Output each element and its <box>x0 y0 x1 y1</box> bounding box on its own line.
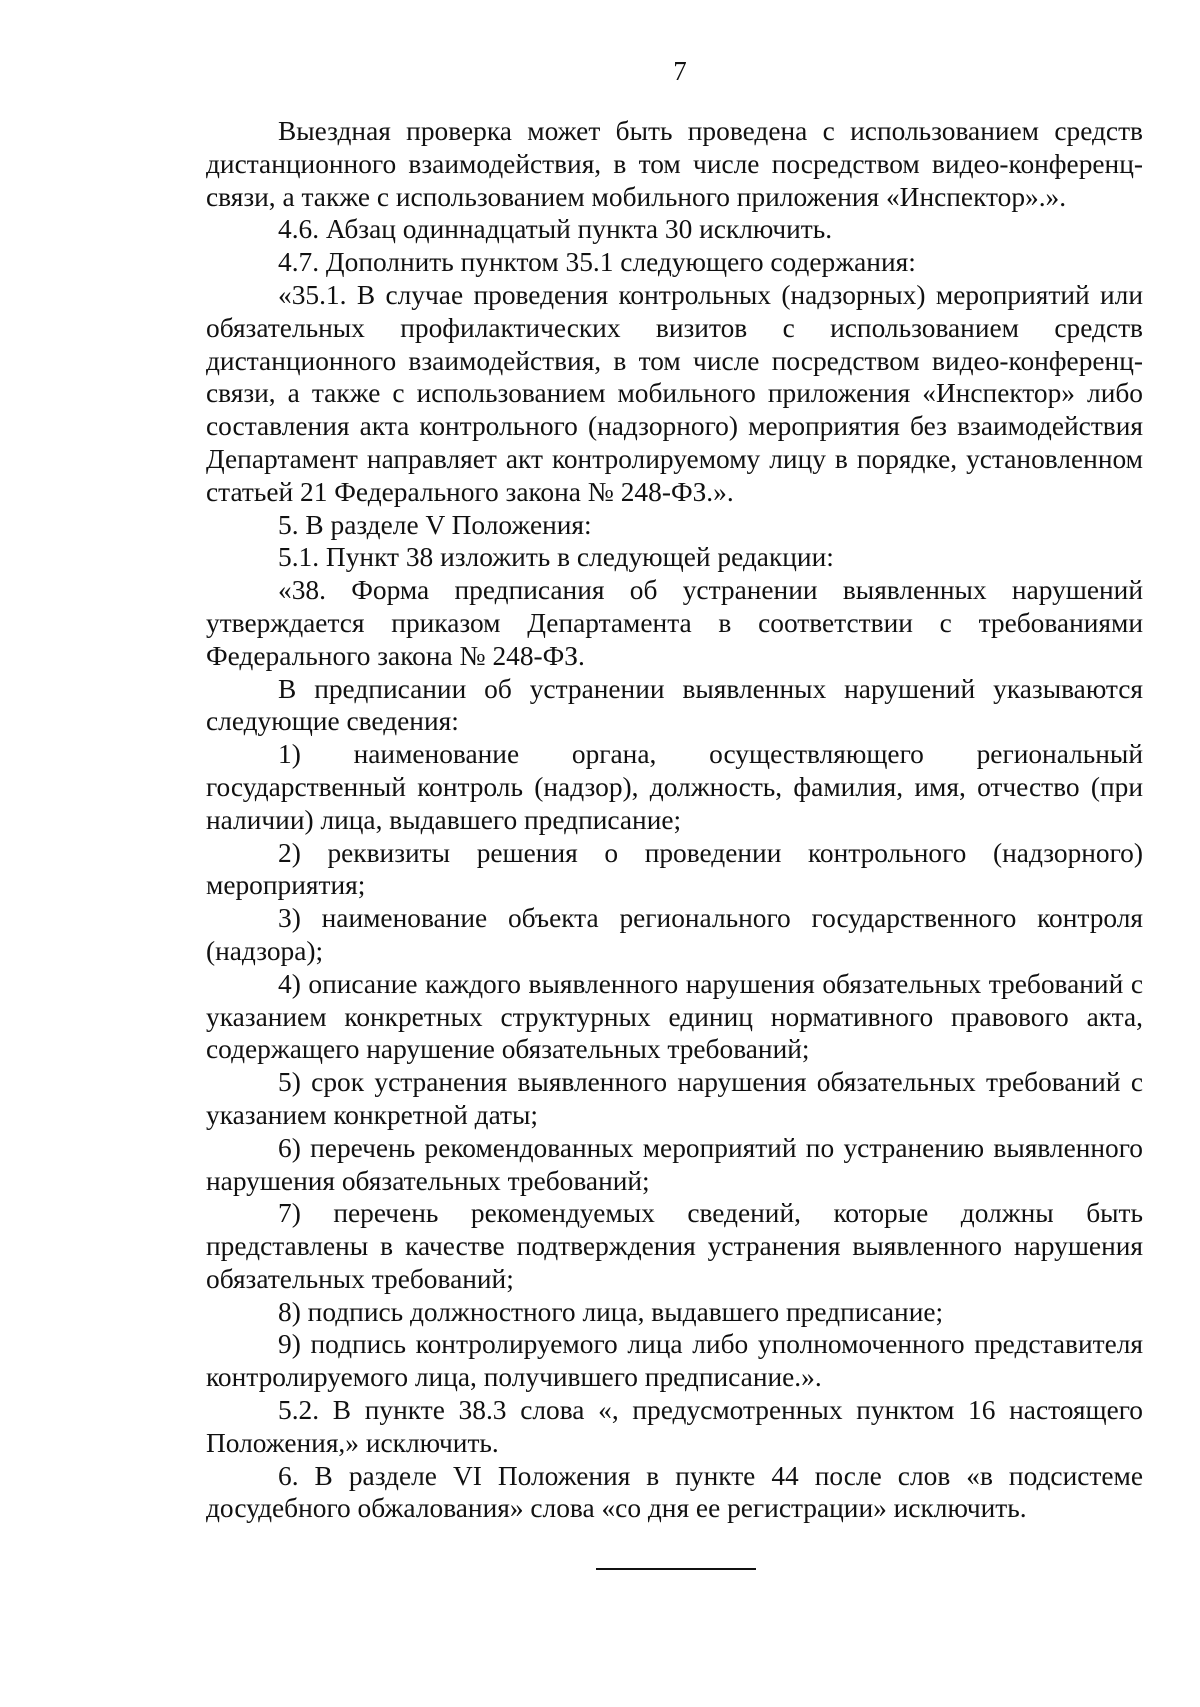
paragraph-4-7: 4.7. Дополнить пунктом 35.1 следующего содержания: <box>278 247 916 278</box>
list-item-5: 5) срок устранения выявленного нарушения обязательных требований с указанием конкретной даты; <box>206 1067 1143 1130</box>
list-item-1: 1) наименование органа, осуществляющего региональный государственный контроль (надзор), должность, фамилия, имя, отчество (при наличии) лица, выдавшего предписание; <box>206 739 1143 835</box>
list-item-2: 2) реквизиты решения о проведении контрольного (надзорного) мероприятия; <box>206 837 1143 901</box>
paragraph-section-5: 5. В разделе V Положения: <box>278 509 592 540</box>
end-of-document-rule <box>596 1568 756 1570</box>
paragraph-35-1: «35.1. В случае проведения контрольных (надзорных) мероприятий или обязательных профилактических визитов с использованием средств дистанционного взаимодействия, в том числе посредством видео-конференц-связи, а также с использованием мобильного приложения «Инспектор» либо составления акта контрольного (надзорного) мероприятия без взаимодействия Департамент направляет акт контролируемому лицу в порядке, установленном статьей 21 Федерального закона № 248-ФЗ.». <box>206 279 1143 507</box>
list-item-8: 8) подпись должностного лица, выдавшего предписание; <box>278 1296 944 1327</box>
paragraph-5-2: 5.2. В пункте 38.3 слова «, предусмотренных пунктом 16 настоящего Положения,» исключить. <box>206 1395 1143 1458</box>
list-item-9: 9) подпись контролируемого лица либо уполномоченного представителя контролируемого лица, получившего предписание.». <box>206 1329 1143 1393</box>
document-body <box>206 115 1143 1525</box>
paragraph-4-6: 4.6. Абзац одиннадцатый пункта 30 исключить. <box>278 214 833 245</box>
paragraph-5-1: 5.1. Пункт 38 изложить в следующей редакции: <box>278 542 834 573</box>
list-item-7: 7) перечень рекомендуемых сведений, которые должны быть представлены в качестве подтверждения устранения выявленного нарушения обязательных требований; <box>206 1198 1143 1294</box>
paragraph-38-form: «38. Форма предписания об устранении выявленных нарушений утверждается приказом Департамента в соответствии с требованиями Федерального закона № 248-ФЗ. <box>206 575 1143 671</box>
list-item-4: 4) описание каждого выявленного нарушения обязательных требований с указанием конкретных структурных единиц нормативного правового акта, содержащего нарушение обязательных требований; <box>206 968 1143 1065</box>
paragraph-prescription-info: В предписании об устранении выявленных нарушений указываются следующие сведения: <box>206 673 1143 737</box>
list-item-6: 6) перечень рекомендованных мероприятий по устранению выявленного нарушения обязательных требований; <box>206 1132 1143 1196</box>
page-number: 7 <box>673 56 687 86</box>
paragraph-section-6: 6. В разделе VI Положения в пункте 44 после слов «в подсистеме досудебного обжалования» слова «со дня ее регистрации» исключить. <box>206 1460 1143 1524</box>
list-item-3: 3) наименование объекта регионального государственного контроля (надзора); <box>206 903 1143 966</box>
paragraph-remote-inspection: Выездная проверка может быть проведена с использованием средств дистанционного взаимодействия, в том числе посредством видео-конференц-связи, а также с использованием мобильного приложения «Инспектор».». <box>206 116 1143 212</box>
